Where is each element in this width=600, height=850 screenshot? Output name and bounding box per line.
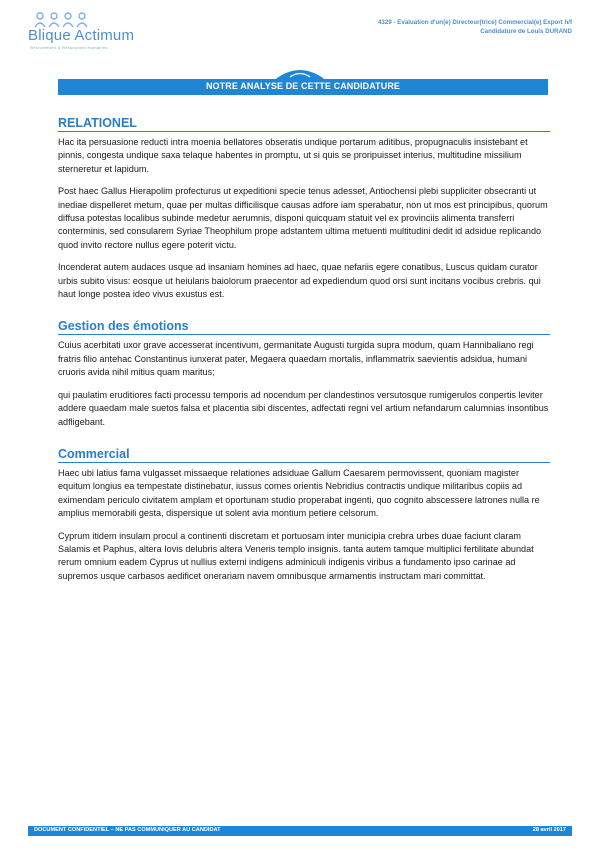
footer-date: 28 avril 2017 [532,827,566,833]
company-logo [28,12,158,54]
document-header-info [378,19,572,35]
logo-tagline: Recrutement & Ressources Humaines [30,45,108,50]
section-heading: Commercial [58,447,550,463]
logo-text: Blique Actimum [28,27,135,44]
section-heading: RELATIONEL [58,116,550,132]
section-gestion-emotions [58,319,550,428]
section-banner [58,79,548,95]
section-commercial [58,447,550,583]
job-title: 4329 - Evaluation d'un(e) Directeur(trice) Commercial(e) Export h/f [377,19,572,26]
paragraph: qui paulatim eruditiores facti processu temporis ad nocendum per clandestinos versutosque rumigerulos conpertis leviter addere quaedam male suetos falsa et placentia sibi discentes, adfectati regni vel artium nefandarum calumnias insontibus adfligebant. [58,389,549,427]
paragraph: Cuius acerbitati uxor grave accesserat incentivum, germanitate Augusti turgida supra modum, quam Hannibaliano regi fratris filio antehac Constantinus iunxerat pater, Megaera quaedam mortalis, inflammatrix saevientis adsidua, humani cruoris avida nihil mitius quam maritus; [58,340,534,378]
paragraph: Hac ita persuasione reducti intra moenia bellatores obseratis undique portarum aditibus, propugnaculis insistebant et pinnis, congesta undique saxa telaque habentes in promptu, ut si quis se proripuisset interius, multitudine missilium sterneretur et lapidum. [58,137,528,174]
section-relationel [58,116,550,301]
confidential-notice: DOCUMENT CONFIDENTIEL – NE PAS COMMUNIQUER AU CANDIDAT [34,827,221,833]
analysis-content [58,116,550,601]
banner-title: NOTRE ANALYSE DE CETTE CANDIDATURE [205,81,401,91]
paragraph: Cyprum itidem insulam procul a continenti discretam et portuosam inter municipia crebra urbes duae faciunt claram Salamis et Paphus, altera Iovis delubris altera Veneris templo insignis. tanta autem tamque multiplici fertilitate abundat rerum omnium eadem Cyprus ut nullius externi indigens adminiculi indigenis viribus a fundamento ipso carinae ad supremos usque carbasos aedificet onerariam navem omnibusque armamentis instructam mari committat. [58,530,534,581]
paragraph: Haec ubi latius fama vulgasset missaeque relationes adsiduae Gallum Caesarem permovissent, quoniam magister equitum longius ea tempestate distinebatur, iussus comes orientis Nebridius contractis undique militaribus copiis ad eximendam periculo civitatem amplam et oportunam studio properabat ingenti, quo cognito abscessere latrones nulla re amplius memorabili gesta, dispersique ut solent avia montium petiere celsorum. [58,467,540,519]
people-group-icon [34,12,96,28]
paragraph: Post haec Gallus Hierapolim profecturus ut expeditioni specie tenus adesset, Antiochensi plebi suppliciter obsecranti ut inediae dispelleret metum, quae per multas difficilisque causas adfore iam sperabatur, non ut mos est principibus, quorum diffusa potestas localibus subinde medetur aerumnis, disponi quicquam statuit vel ex provinciis alimenta transferri conterminis, sed consularem Syriae Theophilum prope adstantem ultima metuenti multitudini dedit id adsidue replicando quod invito rectore nullus egere poterit victu. [58,186,548,250]
candidate-name: Candidature de Louis DURAND [480,28,572,35]
page-footer [28,826,572,836]
paragraph: Incenderat autem audaces usque ad insaniam homines ad haec, quae nefariis egere conatibus, Luscus quidam curator urbis subito visus: eosque ut heiulans baiolorum praecentor ad expediendum quod orsi sunt incitans vocibus crebris. qui haut longe postea ideo vivus exustus est. [58,262,541,300]
section-heading: Gestion des émotions [58,319,550,335]
